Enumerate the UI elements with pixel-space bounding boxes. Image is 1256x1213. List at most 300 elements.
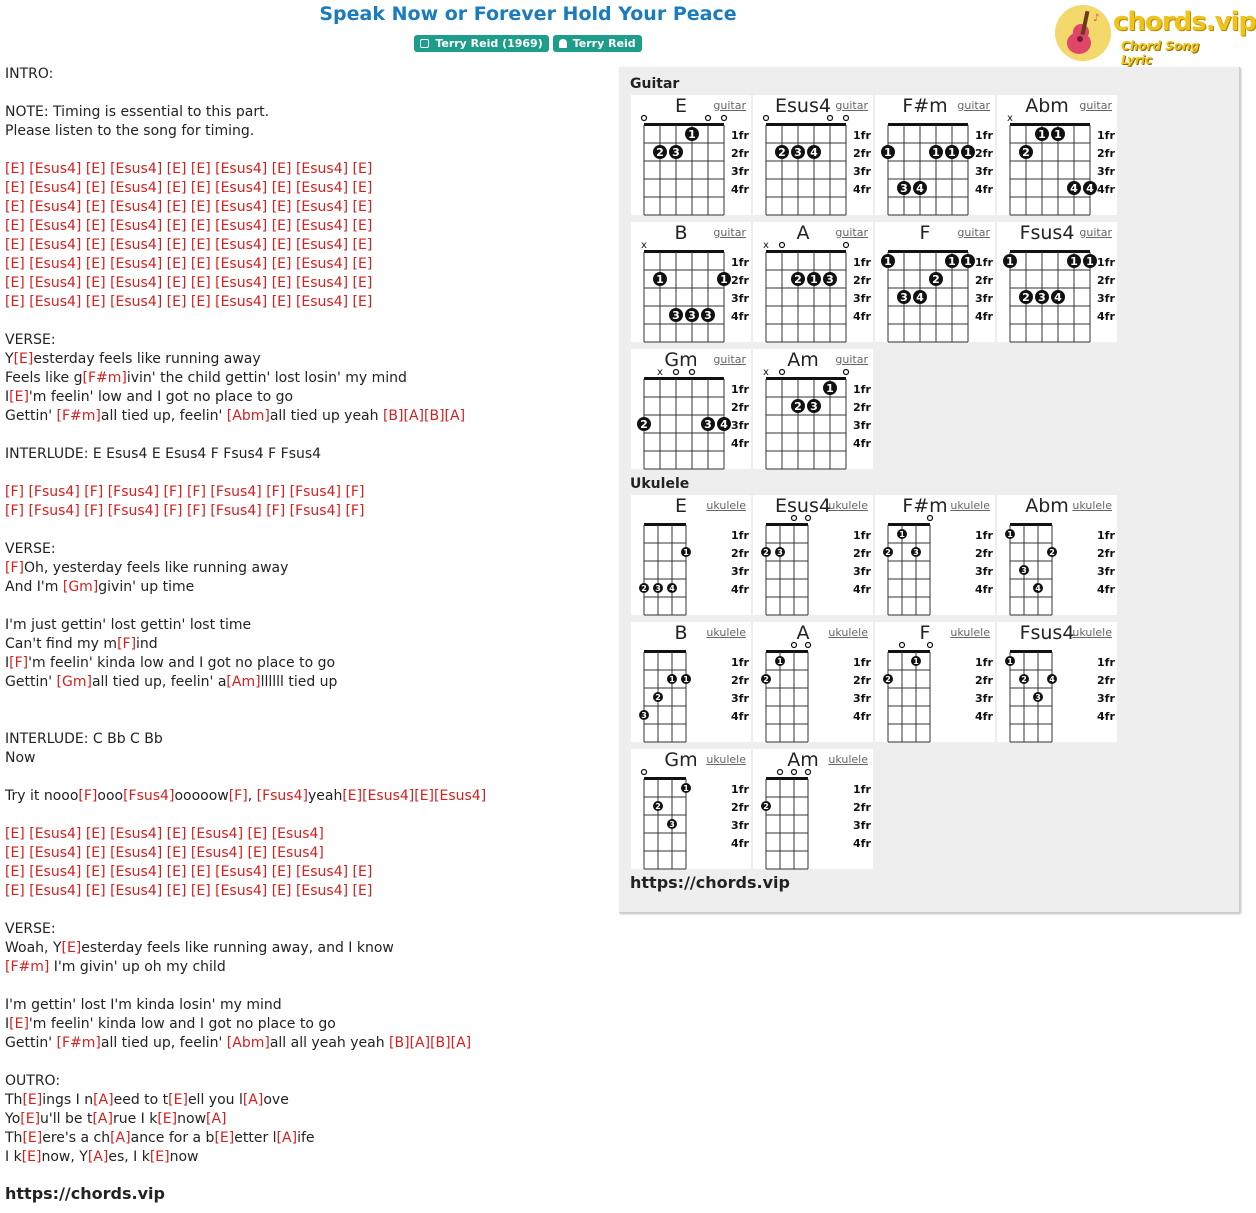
chord-marker[interactable]: [E]: [271, 883, 292, 899]
chord-marker[interactable]: [E]: [414, 788, 435, 804]
chord-name: A: [796, 222, 810, 244]
guitar-chord-card[interactable]: [631, 349, 751, 469]
chord-marker[interactable]: [B]: [424, 408, 445, 424]
lyric-line: I'm just gettin' lost gettin' lost time: [5, 617, 252, 633]
chord-marker[interactable]: [E]: [247, 826, 268, 842]
chord-marker[interactable]: [F]: [84, 484, 104, 500]
chord-marker[interactable]: [E]: [61, 940, 82, 956]
chord-marker[interactable]: [Esus4]: [110, 161, 163, 177]
chord-marker[interactable]: [A]: [93, 1092, 114, 1108]
chord-marker[interactable]: [E]: [5, 275, 25, 291]
chord-marker[interactable]: [E]: [190, 218, 211, 234]
chord-marker[interactable]: [E]: [190, 256, 211, 272]
fret-label: 4fr: [975, 183, 993, 196]
finger-number: 1: [913, 657, 919, 666]
lyric-line: [5, 597, 605, 616]
ukulele-chord-card[interactable]: [875, 495, 995, 615]
chord-marker[interactable]: [A]: [206, 1111, 227, 1127]
chord-marker[interactable]: [Esus4]: [29, 218, 82, 234]
chord-marker[interactable]: [Esus4]: [110, 826, 163, 842]
fret-label: 3fr: [731, 165, 749, 178]
guitar-chord-card[interactable]: [753, 95, 873, 215]
lyric-line: Gettin' [Gm]all tied up, feelin' a[Am]llllll tied up: [5, 674, 338, 690]
chord-marker[interactable]: [Esus4]: [190, 845, 244, 861]
finger-number: 4: [1054, 291, 1062, 304]
chord-marker[interactable]: [Esus4]: [215, 199, 268, 215]
chord-marker[interactable]: [E]: [149, 1149, 170, 1165]
chord-marker[interactable]: [E]: [166, 180, 187, 196]
fret-label: 1fr: [731, 529, 749, 542]
chord-marker[interactable]: [F]: [9, 655, 29, 671]
chord-marker[interactable]: [E]: [190, 237, 211, 253]
finger-number: 2: [656, 146, 664, 159]
chord-marker[interactable]: [Esus4]: [295, 237, 349, 253]
instrument-link[interactable]: ukulele: [706, 626, 746, 639]
guitar-chord-card[interactable]: [631, 222, 751, 342]
finger-number: 2: [763, 675, 769, 684]
fret-label: 4fr: [731, 437, 749, 450]
chord-marker[interactable]: [B]: [389, 1035, 410, 1051]
chord-marker[interactable]: [Esus4]: [110, 845, 163, 861]
ukulele-chord-card[interactable]: [875, 622, 995, 742]
chord-marker[interactable]: [F]: [5, 484, 24, 500]
lyric-line: Th[E]ere's a ch[A]ance for a b[E]etter l[A]ife: [5, 1130, 315, 1146]
finger-number: 2: [885, 675, 891, 684]
chord-marker[interactable]: [F]: [186, 484, 206, 500]
chord-marker[interactable]: [Esus4]: [215, 883, 268, 899]
album-icon: [420, 39, 429, 48]
chord-marker[interactable]: [Fsus4]: [289, 503, 341, 519]
ukulele-chord-card[interactable]: [631, 749, 751, 869]
chord-marker[interactable]: [E]: [190, 275, 211, 291]
chord-marker[interactable]: [E]: [166, 275, 187, 291]
chord-marker[interactable]: [Esus4]: [215, 218, 268, 234]
chord-marker[interactable]: [F]: [266, 484, 286, 500]
fret-label: 1fr: [1097, 256, 1115, 269]
fret-label: 2fr: [853, 401, 871, 414]
chord-marker[interactable]: [Esus4]: [295, 256, 349, 272]
chord-marker[interactable]: [E]: [22, 1130, 43, 1146]
lyric-line: And I'm [Gm]givin' up time: [5, 579, 195, 595]
chord-marker[interactable]: [Esus4]: [29, 180, 82, 196]
finger-number: 1: [948, 255, 956, 268]
instrument-link[interactable]: guitar: [713, 99, 746, 112]
chord-marker[interactable]: [Esus4]: [29, 294, 82, 310]
chord-marker[interactable]: [E]: [5, 161, 25, 177]
ukulele-chord-card[interactable]: [631, 495, 751, 615]
chord-marker[interactable]: [Abm]: [226, 1035, 270, 1051]
finger-number: 3: [641, 711, 647, 720]
chord-marker[interactable]: [E]: [85, 218, 106, 234]
fret-label: 3fr: [1097, 565, 1115, 578]
chord-marker[interactable]: [Esus4]: [29, 864, 82, 880]
ukulele-chord-card[interactable]: [753, 622, 873, 742]
chord-marker[interactable]: [E]: [166, 256, 187, 272]
chord-marker[interactable]: [E]: [352, 275, 373, 291]
ukulele-chord-card[interactable]: [753, 495, 873, 615]
finger-number: 1: [884, 146, 892, 159]
chord-marker[interactable]: [F#m]: [5, 959, 50, 975]
chord-marker[interactable]: [Fsus4]: [210, 503, 262, 519]
chord-marker[interactable]: [E]: [85, 845, 106, 861]
fret-label: 3fr: [731, 292, 749, 305]
fret-label: 3fr: [1097, 692, 1115, 705]
chord-marker[interactable]: [F]: [345, 484, 365, 500]
chord-marker[interactable]: [E]: [85, 275, 106, 291]
chord-marker[interactable]: [E]: [5, 237, 25, 253]
chord-marker[interactable]: [E]: [166, 199, 187, 215]
instrument-link[interactable]: ukulele: [828, 626, 868, 639]
chord-marker[interactable]: [B]: [430, 1035, 451, 1051]
chord-marker[interactable]: [E]: [214, 1130, 235, 1146]
finger-number: 4: [810, 146, 818, 159]
chord-marker[interactable]: [E]: [271, 864, 292, 880]
lyric-line: I[E]'m feelin' low and I got no place to go: [5, 389, 294, 405]
chord-marker[interactable]: [E]: [166, 237, 187, 253]
chord-marker[interactable]: [E]: [20, 1111, 41, 1127]
chord-marker[interactable]: [E]: [166, 845, 187, 861]
chord-marker[interactable]: [Esus4]: [295, 883, 349, 899]
chord-marker[interactable]: [E]: [5, 826, 25, 842]
ukulele-chord-card[interactable]: [631, 622, 751, 742]
chord-marker[interactable]: [F]: [163, 484, 183, 500]
chord-marker[interactable]: [A]: [276, 1130, 298, 1146]
chord-marker[interactable]: [E]: [247, 845, 268, 861]
artist-label: Terry Reid: [572, 37, 636, 50]
lyric-line: NOTE: Timing is essential to this part.: [5, 104, 270, 120]
instrument-link[interactable]: guitar: [957, 226, 990, 239]
chord-marker[interactable]: [E]: [5, 180, 25, 196]
fret-label: 4fr: [731, 710, 749, 723]
fret-label: 4fr: [853, 310, 871, 323]
chord-marker[interactable]: [E]: [166, 864, 187, 880]
ukulele-chord-card[interactable]: [997, 495, 1117, 615]
instrument-link[interactable]: ukulele: [1072, 499, 1112, 512]
chord-marker[interactable]: [A]: [403, 408, 425, 424]
fret-label: 2fr: [731, 547, 749, 560]
chord-marker[interactable]: [E]: [352, 256, 373, 272]
instrument-link[interactable]: ukulele: [950, 626, 990, 639]
chord-marker[interactable]: [E]: [5, 883, 25, 899]
chord-marker[interactable]: [Esus4]: [215, 180, 268, 196]
chord-marker[interactable]: [E]: [85, 294, 106, 310]
finger-number: 3: [826, 273, 834, 286]
chord-marker[interactable]: [F#m]: [56, 1035, 101, 1051]
chord-marker[interactable]: [Esus4]: [295, 294, 349, 310]
chord-marker[interactable]: [E]: [352, 864, 373, 880]
instrument-link[interactable]: ukulele: [706, 753, 746, 766]
chord-marker[interactable]: [Esus4]: [29, 199, 82, 215]
finger-number: 1: [1007, 530, 1013, 539]
guitar-chord-card[interactable]: [753, 349, 873, 469]
chord-marker[interactable]: [E]: [5, 256, 25, 272]
chord-marker[interactable]: [E]: [190, 883, 211, 899]
chord-marker[interactable]: [E]: [190, 199, 211, 215]
instrument-link[interactable]: guitar: [713, 353, 746, 366]
fret-label: 4fr: [975, 710, 993, 723]
chord-marker[interactable]: [B]: [382, 408, 404, 424]
guitar-chord-card[interactable]: [875, 222, 995, 342]
chord-marker[interactable]: [Fsus4]: [256, 788, 308, 804]
ukulele-chord-card[interactable]: [753, 749, 873, 869]
chord-marker[interactable]: [E]: [166, 294, 187, 310]
chord-marker[interactable]: [F#m]: [82, 370, 127, 386]
chord-marker[interactable]: [Fsus4]: [289, 484, 341, 500]
chord-marker[interactable]: [E]: [21, 1149, 42, 1165]
chord-marker[interactable]: [E]: [166, 826, 187, 842]
instrument-link[interactable]: guitar: [957, 99, 990, 112]
chord-marker[interactable]: [Esus4]: [29, 237, 82, 253]
chord-marker[interactable]: [F]: [5, 560, 24, 576]
logo-name: chords.vip: [1113, 7, 1256, 37]
lyric-line: I'm gettin' lost I'm kinda losin' my mind: [5, 997, 282, 1013]
chord-marker[interactable]: [F]: [266, 503, 286, 519]
chord-marker[interactable]: [E]: [271, 237, 292, 253]
chord-marker[interactable]: [E]: [5, 218, 25, 234]
site-logo[interactable]: [1053, 3, 1256, 67]
chord-marker[interactable]: [A]: [92, 1111, 113, 1127]
chord-marker[interactable]: [E]: [168, 1092, 188, 1108]
chord-marker[interactable]: [E]: [9, 1016, 29, 1032]
chord-marker[interactable]: [F]: [5, 503, 24, 519]
chord-marker[interactable]: [F#m]: [56, 408, 101, 424]
chord-marker[interactable]: [E]: [13, 351, 34, 367]
fret-label: 3fr: [1097, 165, 1115, 178]
chord-name: F: [919, 622, 931, 644]
chord-marker[interactable]: [Esus4]: [29, 275, 82, 291]
chord-marker[interactable]: [E]: [190, 161, 211, 177]
chord-marker[interactable]: [E]: [166, 218, 187, 234]
instrument-link[interactable]: guitar: [835, 353, 868, 366]
chord-marker[interactable]: [Abm]: [226, 408, 270, 424]
chord-marker[interactable]: [Esus4]: [110, 199, 163, 215]
chord-name: B: [674, 622, 688, 644]
chord-marker[interactable]: [E]: [85, 199, 106, 215]
chord-marker[interactable]: [Esus4]: [271, 826, 324, 842]
chord-marker[interactable]: [E]: [271, 199, 292, 215]
fret-label: 2fr: [1097, 674, 1115, 687]
fret-label: 2fr: [853, 274, 871, 287]
chord-marker[interactable]: [E]: [166, 883, 187, 899]
chord-marker[interactable]: [E]: [352, 237, 373, 253]
artist-badge[interactable]: [553, 35, 642, 52]
fret-label: 1fr: [731, 383, 749, 396]
chord-marker[interactable]: [E]: [352, 161, 373, 177]
chord-marker[interactable]: [E]: [85, 180, 106, 196]
guitar-chord-card[interactable]: [631, 95, 751, 215]
chord-marker[interactable]: [Esus4]: [295, 199, 349, 215]
chord-marker[interactable]: [Fsus4]: [107, 484, 160, 500]
chord-marker[interactable]: [Fsus4]: [123, 788, 175, 804]
chord-marker[interactable]: [Esus4]: [215, 237, 268, 253]
chord-marker[interactable]: [F]: [84, 503, 104, 519]
chord-marker[interactable]: [E]: [271, 161, 292, 177]
lyric-line: INTERLUDE: C Bb C Bb: [5, 731, 163, 747]
chord-marker[interactable]: [F]: [163, 503, 183, 519]
fret-label: 2fr: [975, 674, 993, 687]
chord-marker[interactable]: [Esus4]: [110, 864, 163, 880]
chord-marker[interactable]: [A]: [450, 1035, 472, 1051]
chord-marker[interactable]: [Fsus4]: [28, 484, 80, 500]
ukulele-section-title: Ukulele: [630, 476, 690, 492]
lyric-line: [5, 521, 605, 540]
chord-marker[interactable]: [E]: [271, 218, 292, 234]
chord-marker[interactable]: [Esus4]: [110, 275, 163, 291]
chord-marker[interactable]: [E]: [352, 883, 373, 899]
chord-marker[interactable]: [F]: [117, 636, 137, 652]
chord-marker[interactable]: [E]: [5, 199, 25, 215]
chord-marker[interactable]: [E]: [342, 788, 363, 804]
chord-marker[interactable]: [E]: [271, 180, 292, 196]
chord-marker[interactable]: [Gm]: [56, 674, 92, 690]
lyric-line: VERSE:: [5, 332, 56, 348]
chord-marker[interactable]: [Esus4]: [29, 845, 82, 861]
footer-link[interactable]: https://chords.vip: [5, 1184, 165, 1203]
fret-label: 2fr: [1097, 147, 1115, 160]
chord-marker[interactable]: [Esus4]: [110, 294, 163, 310]
chord-marker[interactable]: [E]: [190, 294, 211, 310]
chord-diagram-panel: [619, 67, 1240, 913]
lyric-line: [5, 464, 605, 483]
guitar-chord-card[interactable]: [753, 222, 873, 342]
chord-marker[interactable]: [E]: [157, 1111, 178, 1127]
fret-label: 2fr: [853, 547, 871, 560]
chord-marker[interactable]: [Esus4]: [271, 845, 324, 861]
fret-label: 2fr: [853, 147, 871, 160]
ukulele-chord-card[interactable]: [997, 622, 1117, 742]
finger-number: 1: [1038, 128, 1046, 141]
chord-marker[interactable]: [Gm]: [62, 579, 99, 595]
instrument-link[interactable]: ukulele: [706, 499, 746, 512]
chord-marker[interactable]: [Esus4]: [215, 161, 268, 177]
finger-number: 4: [669, 584, 675, 593]
instrument-link[interactable]: ukulele: [1072, 626, 1112, 639]
chord-marker[interactable]: [E]: [5, 864, 25, 880]
instrument-link[interactable]: guitar: [835, 99, 868, 112]
chord-marker[interactable]: [E]: [352, 218, 373, 234]
guitar-chord-card[interactable]: [997, 222, 1117, 342]
fret-label: 1fr: [1097, 529, 1115, 542]
chord-marker[interactable]: [E]: [85, 161, 106, 177]
chord-marker[interactable]: [Esus4]: [110, 218, 163, 234]
fret-label: 4fr: [853, 837, 871, 850]
chord-marker[interactable]: [E]: [85, 256, 106, 272]
chord-marker[interactable]: [E]: [352, 199, 373, 215]
chord-marker[interactable]: [E]: [5, 294, 25, 310]
chord-marker[interactable]: [Esus4]: [295, 864, 349, 880]
chord-marker[interactable]: [Esus4]: [110, 180, 163, 196]
chord-marker[interactable]: [Esus4]: [362, 788, 415, 804]
instrument-link[interactable]: guitar: [1079, 99, 1112, 112]
chord-marker[interactable]: [Esus4]: [215, 864, 268, 880]
finger-number: 1: [656, 273, 664, 286]
chord-marker[interactable]: [Fsus4]: [107, 503, 160, 519]
chord-marker[interactable]: [Esus4]: [215, 294, 268, 310]
instrument-link[interactable]: guitar: [713, 226, 746, 239]
chord-marker[interactable]: [Fsus4]: [28, 503, 80, 519]
panel-link[interactable]: https://chords.vip: [630, 873, 790, 892]
chord-name: Am: [787, 749, 819, 771]
chord-marker[interactable]: [E]: [85, 864, 106, 880]
chord-marker[interactable]: [E]: [271, 275, 292, 291]
chord-marker[interactable]: [Esus4]: [29, 826, 82, 842]
chord-marker[interactable]: [Esus4]: [215, 275, 268, 291]
chord-marker[interactable]: [Esus4]: [434, 788, 487, 804]
chord-marker[interactable]: [Am]: [226, 674, 261, 690]
chord-marker[interactable]: [E]: [85, 826, 106, 842]
chord-marker[interactable]: [F]: [345, 503, 365, 519]
chord-marker[interactable]: [Esus4]: [295, 161, 349, 177]
finger-number: 2: [1022, 146, 1030, 159]
fret-label: 2fr: [975, 147, 993, 160]
fret-label: 4fr: [853, 583, 871, 596]
lyric-line: Try it nooo[F]ooo[Fsus4]ooooow[F], [Fsus4]yeah[E][Esus4][E][Esus4]: [5, 788, 487, 804]
chord-marker[interactable]: [E]: [352, 294, 373, 310]
finger-number: 1: [964, 146, 972, 159]
instrument-link[interactable]: guitar: [1079, 226, 1112, 239]
chord-marker[interactable]: [F]: [186, 503, 206, 519]
instrument-link[interactable]: ukulele: [828, 499, 868, 512]
chord-marker[interactable]: [E]: [271, 294, 292, 310]
album-badge[interactable]: [414, 35, 548, 52]
lyric-line: Yo[E]u'll be t[A]rue I k[E]now[A]: [5, 1111, 227, 1127]
chord-marker[interactable]: [E]: [190, 180, 211, 196]
guitar-chord-card[interactable]: [997, 95, 1117, 215]
instrument-link[interactable]: ukulele: [950, 499, 990, 512]
chord-marker[interactable]: [Esus4]: [110, 237, 163, 253]
chord-marker[interactable]: [Esus4]: [110, 883, 163, 899]
chord-marker[interactable]: [Esus4]: [190, 826, 244, 842]
fret-label: 4fr: [731, 583, 749, 596]
chord-marker[interactable]: [A]: [110, 1130, 131, 1146]
chord-marker[interactable]: [A]: [87, 1149, 109, 1165]
chord-marker[interactable]: [F]: [78, 788, 98, 804]
chord-marker[interactable]: [E]: [22, 1092, 43, 1108]
fret-label: 3fr: [731, 565, 749, 578]
fret-label: 1fr: [1097, 129, 1115, 142]
guitar-chord-card[interactable]: [875, 95, 995, 215]
chord-marker[interactable]: [E]: [271, 256, 292, 272]
chord-marker[interactable]: [Fsus4]: [210, 484, 262, 500]
chord-marker[interactable]: [E]: [85, 237, 106, 253]
chord-marker[interactable]: [A]: [444, 408, 466, 424]
finger-number: 3: [1035, 693, 1041, 702]
instrument-link[interactable]: guitar: [835, 226, 868, 239]
chord-name: E: [674, 495, 687, 517]
person-icon: [559, 39, 567, 48]
chord-marker[interactable]: [E]: [85, 883, 106, 899]
chord-marker[interactable]: [E]: [352, 180, 373, 196]
chord-marker[interactable]: [Esus4]: [29, 161, 82, 177]
fret-label: 3fr: [975, 692, 993, 705]
chord-marker[interactable]: [Esus4]: [295, 218, 349, 234]
chord-marker[interactable]: [A]: [409, 1035, 431, 1051]
chord-marker[interactable]: [F]: [228, 788, 248, 804]
finger-number: 3: [672, 309, 680, 322]
chord-marker[interactable]: [Esus4]: [29, 256, 82, 272]
chord-marker[interactable]: [Esus4]: [295, 180, 349, 196]
chord-marker[interactable]: [E]: [5, 845, 25, 861]
chord-marker[interactable]: [E]: [190, 864, 211, 880]
chord-marker[interactable]: [Esus4]: [215, 256, 268, 272]
chord-marker[interactable]: [E]: [9, 389, 29, 405]
chord-marker[interactable]: [Esus4]: [295, 275, 349, 291]
chord-marker[interactable]: [Esus4]: [29, 883, 82, 899]
chord-marker[interactable]: [Esus4]: [110, 256, 163, 272]
instrument-link[interactable]: ukulele: [828, 753, 868, 766]
chord-marker[interactable]: [E]: [166, 161, 187, 177]
chord-marker[interactable]: [A]: [242, 1092, 264, 1108]
